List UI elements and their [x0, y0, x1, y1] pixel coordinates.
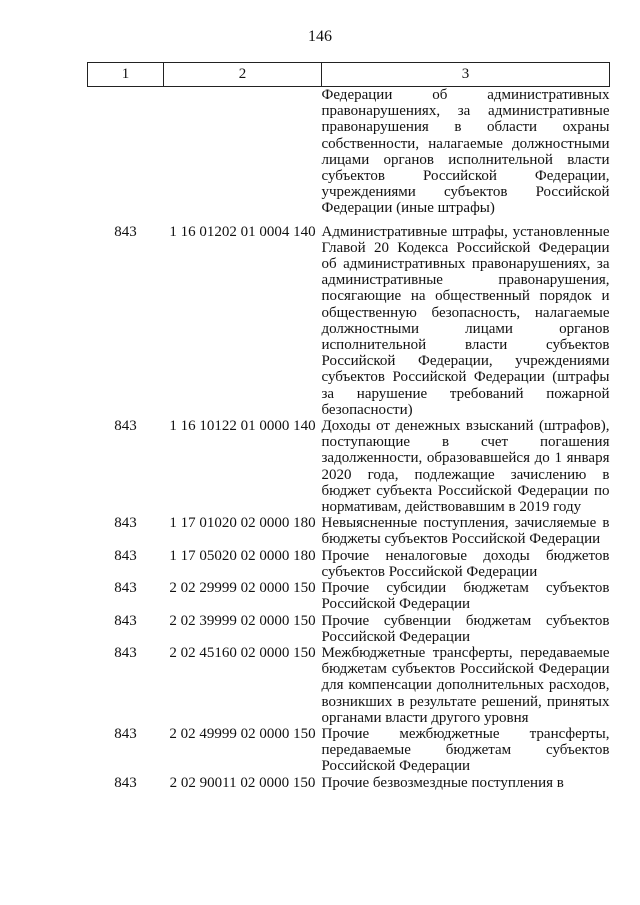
table-cell-description: Прочие межбюджетные трансферты, передаваемые бюджетам субъектов Российской Федерации: [321, 725, 610, 775]
table-row: [88, 580, 610, 612]
table-row: [88, 418, 610, 515]
table-cell-code: 843: [114, 580, 137, 597]
table-cell-code: 843: [114, 774, 137, 791]
table-cell-description: Федерации об административных правонарушениях, за административные правонарушения в области охраны собственности, налагаемые должностными лицами органов исполнительной власти субъектов Российской Федерации, учреждениями субъектов Российской Федерации (иные штрафы): [321, 87, 610, 217]
table-cell-code: 843: [114, 644, 137, 661]
table-row-continuation: [88, 87, 610, 224]
table-cell-code: [88, 87, 164, 224]
table-cell-kbk: 2 02 49999 02 0000 150: [169, 725, 316, 742]
table-cell-code: 843: [114, 612, 137, 629]
table-header-row: [88, 63, 610, 87]
table-cell-kbk: 2 02 90011 02 0000 150: [169, 774, 316, 791]
header-col-1: 1: [88, 63, 164, 87]
table-row: [88, 613, 610, 645]
table-cell-description: Доходы от денежных взысканий (штрафов), поступающие в счет погашения задолженности, образовавшейся до 1 января 2020 года, подлежащие зачислению в бюджет субъекта Российской Федерации по нормативам, действовавшим в 2019 году: [321, 418, 610, 516]
table-cell-description: Прочие субвенции бюджетам субъектов Российской Федерации: [321, 612, 610, 645]
table-cell-description: Административные штрафы, установленные Главой 20 Кодекса Российской Федерации об административных правонарушениях, за административные правонарушения, посягающие на общественный порядок и общественную безопасность, налагаемые должностными лицами органов исполнительной власти субъектов Российской Федерации, учреждениями субъектов Российской Федерации (штрафы за нарушение требований пожарной безопасности): [321, 223, 610, 418]
table-cell-kbk: 2 02 39999 02 0000 150: [169, 612, 316, 629]
page-number: 146: [308, 28, 332, 45]
table-cell-code: 843: [114, 515, 137, 532]
table-row: [88, 645, 610, 726]
table-cell-kbk: 1 16 10122 01 0000 140: [169, 418, 316, 435]
table-cell-description: Прочие неналоговые доходы бюджетов субъектов Российской Федерации: [321, 547, 610, 580]
table-cell-code: 843: [114, 725, 137, 742]
table-cell-description: Прочие безвозмездные поступления в: [321, 774, 564, 791]
table-cell-description: Межбюджетные трансферты, передаваемые бюджетам субъектов Российской Федерации для компенсации дополнительных расходов, возникших в результате решений, принятых органами власти другого уровня: [321, 644, 610, 726]
table-cell-kbk: 2 02 29999 02 0000 150: [169, 580, 316, 597]
table-cell-code: 843: [114, 223, 137, 240]
table-cell-description: Прочие субсидии бюджетам субъектов Российской Федерации: [321, 580, 610, 613]
table-row: [88, 726, 610, 775]
table-cell-description: Невыясненные поступления, зачисляемые в бюджеты субъектов Российской Федерации: [321, 515, 610, 548]
header-col-3: 3: [322, 63, 610, 87]
table-row: [88, 775, 610, 791]
table-cell-kbk: 1 16 01202 01 0004 140: [169, 223, 316, 240]
table-row: [88, 224, 610, 418]
table-cell-code: 843: [114, 547, 137, 564]
table-cell-kbk: 1 17 05020 02 0000 180: [169, 547, 316, 564]
revenue-codes-table: [87, 62, 610, 791]
table-cell-kbk: [164, 87, 322, 224]
table-cell-kbk: 2 02 45160 02 0000 150: [169, 644, 316, 661]
table-row: [88, 548, 610, 580]
table-cell-code: 843: [114, 418, 137, 435]
header-col-2: 2: [164, 63, 322, 87]
table-row: [88, 515, 610, 547]
table-cell-kbk: 1 17 01020 02 0000 180: [169, 515, 316, 532]
